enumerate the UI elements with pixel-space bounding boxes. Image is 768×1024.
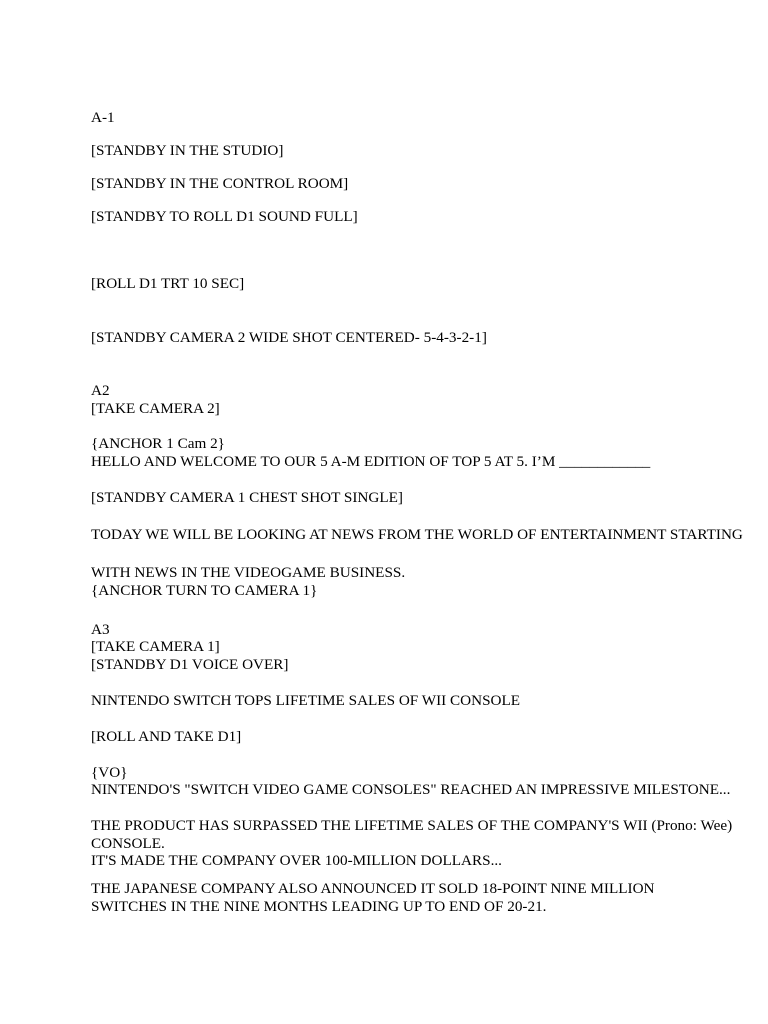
segment-marker: A-1 [91, 109, 115, 126]
voice-over-copy: SWITCHES IN THE NINE MONTHS LEADING UP TO END OF 20-21. [91, 898, 547, 915]
voice-over-copy: IT'S MADE THE COMPANY OVER 100-MILLION DOLLARS... [91, 852, 502, 869]
segment-marker: A2 [91, 382, 110, 399]
stage-direction: [TAKE CAMERA 1] [91, 638, 220, 655]
voice-over-copy: THE PRODUCT HAS SURPASSED THE LIFETIME SALES OF THE COMPANY'S WII (Prono: Wee) [91, 817, 733, 834]
stage-direction: [STANDBY CAMERA 2 WIDE SHOT CENTERED- 5-4-3-2-1] [91, 329, 487, 346]
story-headline: NINTENDO SWITCH TOPS LIFETIME SALES OF WII CONSOLE [91, 692, 521, 709]
stage-direction: [ROLL D1 TRT 10 SEC] [91, 275, 245, 292]
stage-direction: [STANDBY CAMERA 1 CHEST SHOT SINGLE] [91, 489, 403, 506]
anchor-copy: HELLO AND WELCOME TO OUR 5 A-M EDITION OF TOP 5 AT 5. I’M ____________ [91, 453, 651, 470]
segment-marker: A3 [91, 621, 110, 638]
stage-direction: [STANDBY TO ROLL D1 SOUND FULL] [91, 208, 358, 225]
talent-cue: {ANCHOR TURN TO CAMERA 1} [91, 582, 318, 599]
stage-direction: [STANDBY D1 VOICE OVER] [91, 656, 289, 673]
talent-cue: {ANCHOR 1 Cam 2} [91, 435, 225, 452]
voice-over-copy: NINTENDO'S "SWITCH VIDEO GAME CONSOLES" REACHED AN IMPRESSIVE MILESTONE... [91, 781, 731, 798]
stage-direction: [TAKE CAMERA 2] [91, 400, 220, 417]
anchor-copy: WITH NEWS IN THE VIDEOGAME BUSINESS. [91, 564, 406, 581]
stage-direction: [STANDBY IN THE CONTROL ROOM] [91, 175, 349, 192]
stage-direction: [STANDBY IN THE STUDIO] [91, 142, 284, 159]
talent-cue: {VO} [91, 764, 128, 781]
voice-over-copy: CONSOLE. [91, 835, 165, 852]
voice-over-copy: THE JAPANESE COMPANY ALSO ANNOUNCED IT SOLD 18-POINT NINE MILLION [91, 880, 655, 897]
anchor-copy: TODAY WE WILL BE LOOKING AT NEWS FROM THE WORLD OF ENTERTAINMENT STARTING [91, 526, 743, 543]
stage-direction: [ROLL AND TAKE D1] [91, 728, 242, 745]
